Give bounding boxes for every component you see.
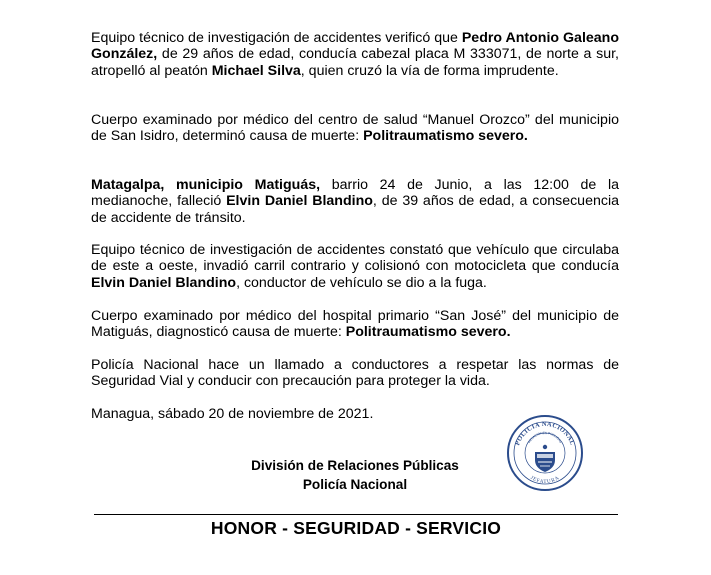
svg-text:RELACIONES PUBLICAS: RELACIONES PUBLICAS	[527, 430, 563, 444]
paragraph-cause-of-death-2	[91, 308, 619, 341]
paragraph-cause-of-death-1	[91, 112, 619, 145]
paragraph-pedestrian-accident	[91, 30, 619, 79]
cause-of-death: Politraumatismo severo.	[363, 128, 528, 145]
police-seal-logo	[506, 414, 584, 492]
paragraph-safety-call	[91, 357, 619, 390]
victim-name: Michael Silva	[211, 62, 301, 79]
paragraph-text: Policía Nacional hace un llamado a conductores a respetar las normas de Seguridad Vial y conducir con precaución para proteger la vida.	[91, 357, 619, 390]
paragraph-text: Cuerpo examinado por médico del centro de salud “Manuel Orozco” del municipio de San Isidro, determinó causa de muerte:	[91, 112, 619, 145]
victim-name: Elvin Daniel Blandino	[91, 274, 237, 291]
paragraph-text: Equipo técnico de investigación de accidentes verificó que	[91, 30, 462, 46]
footer-divider	[94, 514, 618, 515]
paragraph-matagalpa-accident	[91, 177, 619, 226]
paragraph-text: Equipo técnico de investigación de accidentes constató que vehículo que circulaba de este a oeste, invadió carril contrario y colisionó con motocicleta que conducía	[91, 242, 619, 275]
svg-text:JEFATURA: JEFATURA	[529, 474, 561, 486]
paragraph-text: Cuerpo examinado por médico del hospital primario “San José” del municipio de Matiguás, diagnosticó causa de muerte:	[91, 308, 619, 341]
institution-motto: HONOR - SEGURIDAD - SERVICIO	[210, 518, 502, 538]
driver-name: Pedro Antonio Galeano González,	[91, 30, 620, 63]
dateline: Managua, sábado 20 de noviembre de 2021.	[91, 406, 374, 422]
svg-text:POLICIA NACIONAL: POLICIA NACIONAL	[514, 420, 576, 447]
paragraph-text: barrio 24 de Junio, a las 12:00 de la medianoche, falleció	[91, 177, 619, 210]
paragraph-collision-details	[91, 242, 619, 291]
victim-name: Elvin Daniel Blandino	[226, 193, 373, 210]
paragraph-text: , de 39 años de edad, a consecuencia de accidente de tránsito.	[91, 193, 619, 226]
paragraph-text: de 29 años de edad, conducía cabezal placa M 333071, de norte a sur, atropelló al peatón	[91, 46, 619, 79]
paragraph-text: , conductor de vehículo se dio a la fuga.	[236, 274, 487, 291]
cause-of-death: Politraumatismo severo.	[345, 324, 511, 341]
location: Matagalpa, municipio Matiguás,	[91, 177, 321, 193]
signature-institution: Policía Nacional	[302, 477, 408, 492]
signature-division: División de Relaciones Públicas	[251, 458, 459, 473]
paragraph-text: , quien cruzó la vía de forma imprudente.	[300, 62, 559, 79]
